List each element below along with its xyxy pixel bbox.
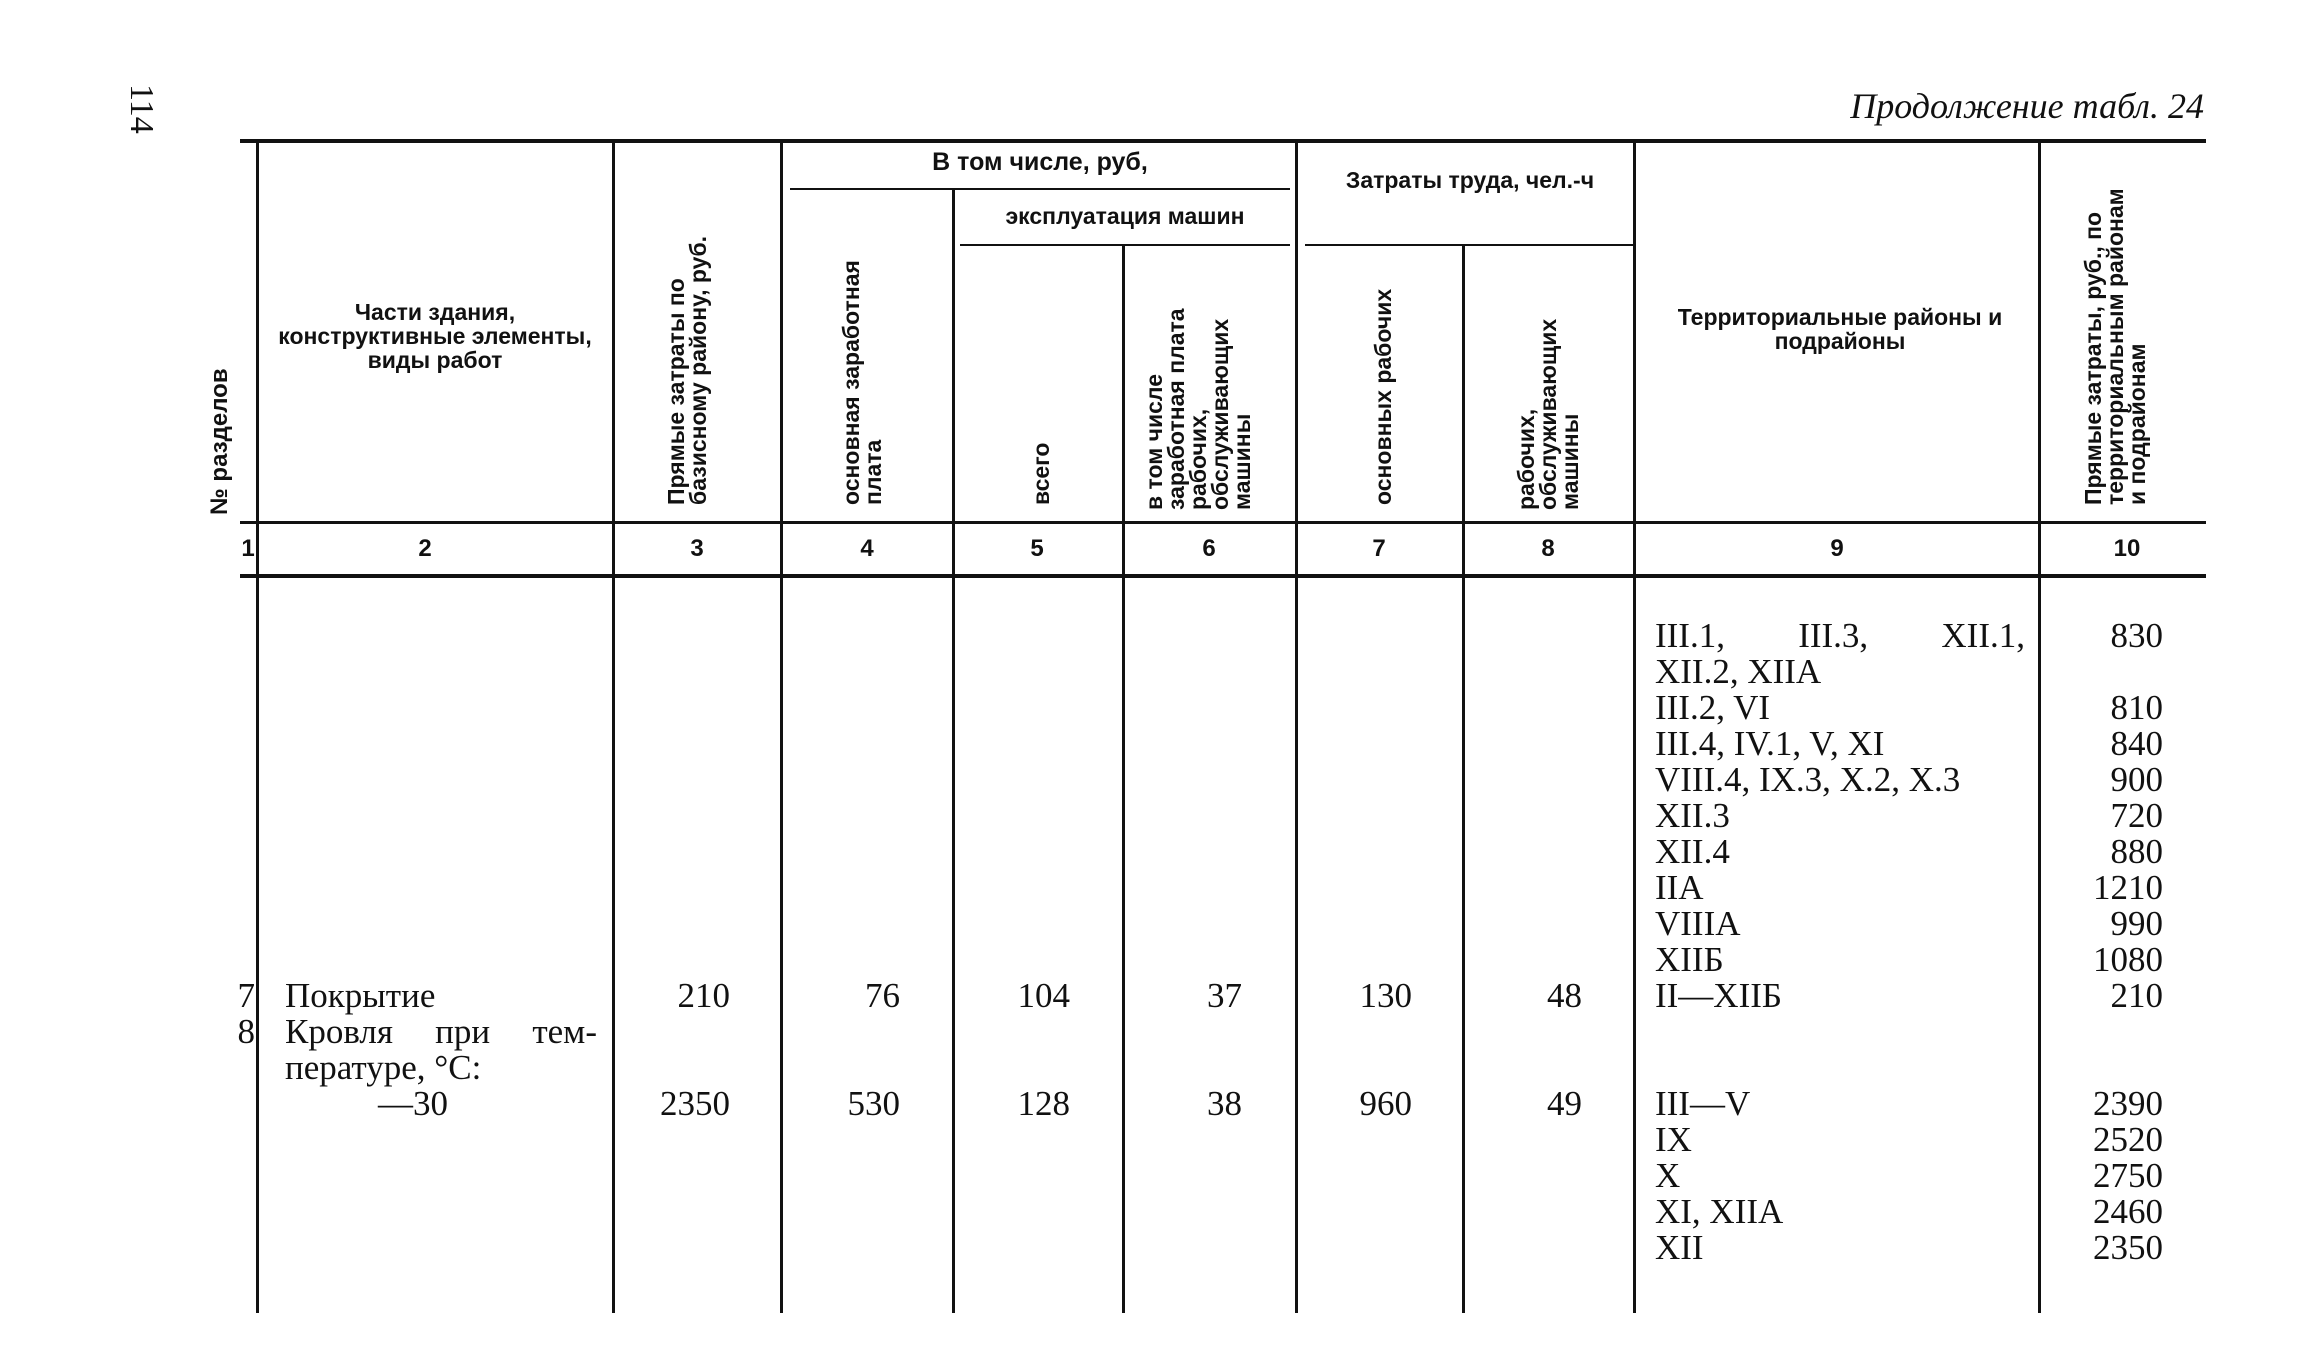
costs-post-list — [2045, 1086, 2163, 1266]
group-rule-labor — [1305, 244, 1633, 246]
cost-value: 2460 — [2093, 1192, 2163, 1231]
col-rule-6 — [1295, 143, 1298, 1313]
region-line: XIIБ — [1655, 940, 1724, 979]
region-line: XII.2, XIIA — [1655, 652, 1822, 691]
row8-name-line2: пературе, °С: — [285, 1048, 482, 1087]
row7-c5: 104 — [1017, 976, 1070, 1015]
row8-c4: 530 — [847, 1084, 900, 1123]
row8-c7: 960 — [1359, 1084, 1412, 1123]
region-line: IIA — [1655, 868, 1704, 907]
costs-pre-list — [2045, 618, 2163, 978]
region-line: III—V — [1655, 1084, 1751, 1123]
group-rule-in-that — [790, 188, 1290, 190]
row7-c10: 210 — [2110, 976, 2163, 1015]
region-line: III.2, VI — [1655, 688, 1771, 727]
col-rule-2 — [612, 143, 615, 1313]
col-rule-9 — [2038, 143, 2041, 1313]
row7-c6: 37 — [1207, 976, 1242, 1015]
region-line: VIII.4, IX.3, X.2, X.3 — [1655, 760, 1961, 799]
cost-value: 990 — [2110, 904, 2163, 943]
region-line: III.1, III.3, XII.1, — [1655, 616, 2025, 655]
cost-value: 880 — [2110, 832, 2163, 871]
cost-value: 2390 — [2093, 1084, 2163, 1123]
header-col10: Прямые затраты, руб., по территориальным районам и подрайонам — [2080, 188, 2150, 505]
header-bottom-rule — [240, 521, 2206, 524]
cost-value: 900 — [2110, 760, 2163, 799]
page-number: 114 — [123, 84, 160, 134]
colnum-2: 2 — [418, 535, 432, 562]
cost-value: 2750 — [2093, 1156, 2163, 1195]
header-col4: основная заработная плата — [838, 260, 886, 505]
cost-value: 2520 — [2093, 1120, 2163, 1159]
colnum-6: 6 — [1202, 535, 1216, 562]
cost-value: 1080 — [2093, 940, 2163, 979]
header-col7: основных рабочих — [1370, 288, 1396, 505]
group-rule-machines — [960, 244, 1290, 246]
col-rule-8 — [1633, 143, 1636, 1313]
row8-number: 8 — [237, 1012, 255, 1051]
row8-c5: 128 — [1017, 1084, 1070, 1123]
colnum-7: 7 — [1372, 535, 1386, 562]
row7-c9: II—XIIБ — [1655, 976, 1782, 1015]
row8-c3: 2350 — [660, 1084, 730, 1123]
col-rule-3 — [780, 143, 783, 1313]
col-rule-5 — [1122, 246, 1125, 1313]
cost-value: 830 — [2110, 616, 2163, 655]
region-line: XII.3 — [1655, 796, 1730, 835]
colnum-5: 5 — [1030, 535, 1044, 562]
row7-c8: 48 — [1547, 976, 1582, 1015]
row7-c3: 210 — [677, 976, 730, 1015]
region-line: X — [1655, 1156, 1681, 1195]
regions-post-list — [1655, 1086, 2025, 1266]
numbers-bottom-rule — [240, 574, 2206, 578]
cost-value: 840 — [2110, 724, 2163, 763]
row8-sub: —30 — [378, 1084, 448, 1123]
header-group-labor: Затраты труда, чел.-ч — [1345, 167, 1595, 193]
region-line: XII — [1655, 1228, 1704, 1267]
table-caption: Продолжение табл. 24 — [1850, 86, 2204, 126]
colnum-9: 9 — [1830, 535, 1844, 562]
row8-name-line1: Кровля при тем- — [285, 1012, 597, 1051]
row8-c6: 38 — [1207, 1084, 1242, 1123]
header-group-in-that: В том числе, руб, — [932, 148, 1148, 176]
col-rule-7 — [1462, 246, 1465, 1313]
header-col8: рабочих, обслуживающих машины — [1513, 318, 1583, 510]
cost-value: 810 — [2110, 688, 2163, 727]
colnum-10: 10 — [2113, 535, 2141, 562]
colnum-1: 1 — [241, 535, 255, 562]
colnum-8: 8 — [1541, 535, 1555, 562]
row7-c4: 76 — [865, 976, 900, 1015]
header-col6: в том числе заработная плата рабочих, обслуживающих машины — [1141, 308, 1255, 510]
region-line: III.4, IV.1, V, XI — [1655, 724, 1885, 763]
region-line: IX — [1655, 1120, 1692, 1159]
header-group-machines: эксплуатация машин — [1005, 203, 1245, 229]
regions-pre-list — [1655, 618, 2025, 978]
region-line: XII.4 — [1655, 832, 1730, 871]
region-line: XI, XIIA — [1655, 1192, 1784, 1231]
colnum-3: 3 — [690, 535, 704, 562]
col-rule-1 — [256, 143, 259, 1313]
cost-value: 1210 — [2093, 868, 2163, 907]
cost-value: 720 — [2110, 796, 2163, 835]
row7-name: Покрытие — [285, 976, 436, 1015]
region-line: VIIIA — [1655, 904, 1741, 943]
top-rule — [240, 139, 2206, 143]
cost-value: 2350 — [2093, 1228, 2163, 1267]
row8-c8: 49 — [1547, 1084, 1582, 1123]
header-col3: Прямые затраты по базисному району, руб. — [663, 235, 711, 505]
row7-c7: 130 — [1359, 976, 1412, 1015]
cost-spacer — [2045, 654, 2163, 690]
row7-number: 7 — [237, 976, 255, 1015]
colnum-4: 4 — [860, 535, 874, 562]
row8-name — [285, 1014, 597, 1122]
header-col5: всего — [1028, 442, 1054, 505]
col-rule-4 — [952, 190, 955, 1313]
header-col1: № разделов — [206, 368, 233, 515]
header-col2: Части здания, конструктивные элементы, виды работ — [278, 299, 592, 373]
header-col9: Территориальные районы и подрайоны — [1677, 304, 2003, 354]
